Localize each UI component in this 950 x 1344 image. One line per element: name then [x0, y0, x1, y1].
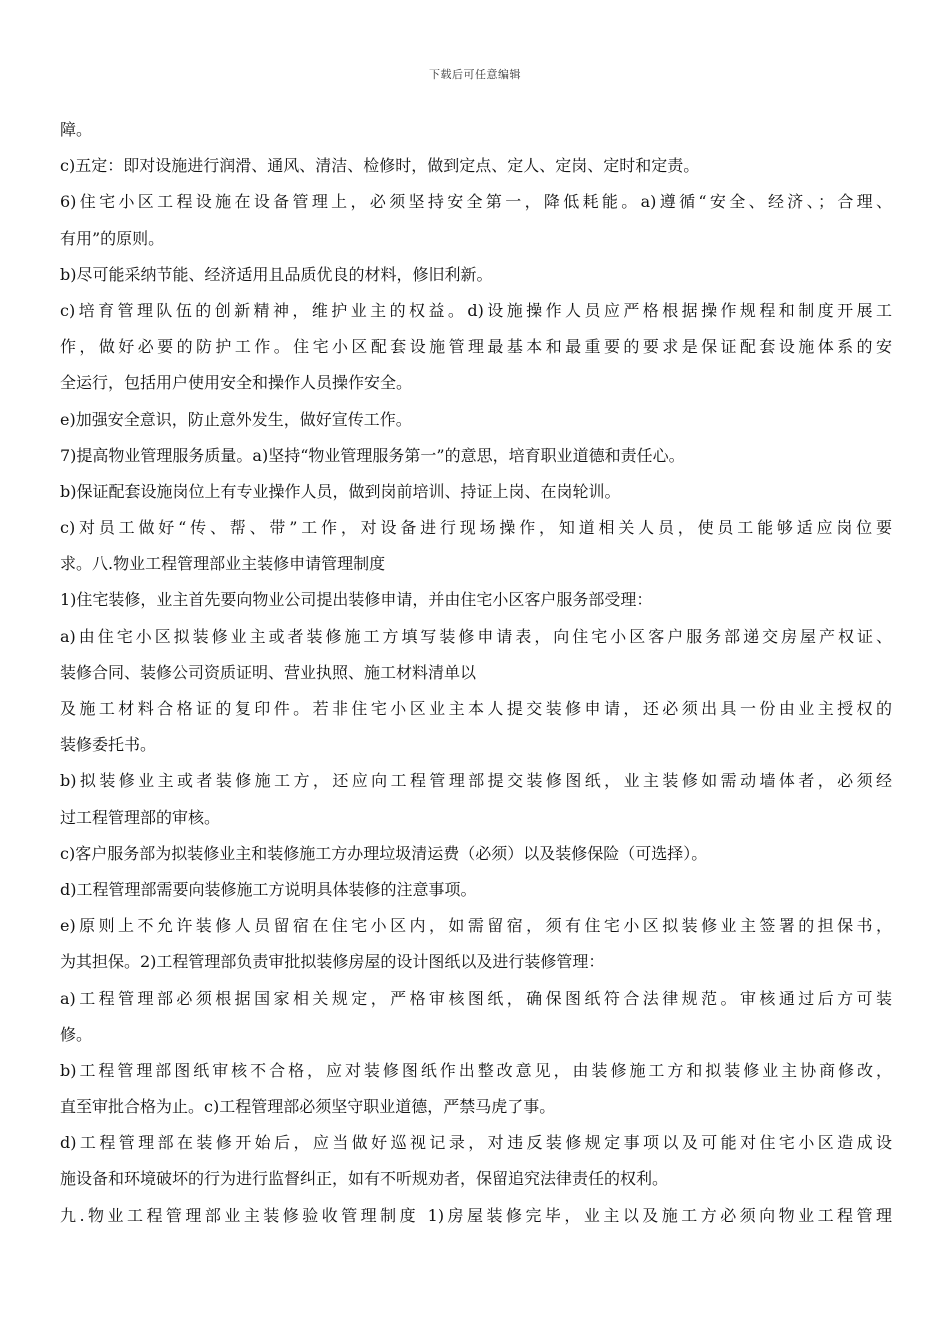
- text-line: 7)提高物业管理服务质量。a)坚持“物业管理服务第一”的意思，培育职业道德和责任心。: [60, 445, 685, 465]
- text-line: 求。八.物业工程管理部业主装修申请管理制度: [60, 554, 386, 574]
- page-header: 下载后可任意编辑: [429, 68, 521, 81]
- text-line: c)培育管理队伍的创新精神，维护业主的权益。d)设施操作人员应严格根据操作规程和制度开展工: [60, 300, 892, 320]
- document-body: [60, 112, 892, 1234]
- text-line: 装修合同、装修公司资质证明、营业执照、施工材料清单以: [60, 662, 477, 682]
- text-line: b)保证配套设施岗位上有专业操作人员，做到岗前培训、持证上岗、在岗轮训。: [60, 481, 621, 501]
- text-line: c)客户服务部为拟装修业主和装修施工方办理垃圾清运费（必须）以及装修保险（可选择）。: [60, 843, 708, 863]
- text-line: b)拟装修业主或者装修施工方，还应向工程管理部提交装修图纸，业主装修如需动墙体者，必须经: [60, 771, 892, 791]
- text-line: 1)住宅装修，业主首先要向物业公司提出装修申请，并由住宅小区客户服务部受理：: [60, 590, 653, 610]
- text-line: 有用”的原则。: [60, 228, 165, 248]
- text-line: 及施工材料合格证的复印件。若非住宅小区业主本人提交装修申请，还必须出具一份由业主授权的: [60, 699, 892, 718]
- text-line: b)工程管理部图纸审核不合格，应对装修图纸作出整改意见，由装修施工方和拟装修业主协商修改，: [60, 1060, 892, 1080]
- text-line: a)由住宅小区拟装修业主或者装修施工方填写装修申请表，向住宅小区客户服务部递交房屋产权证、: [60, 626, 892, 646]
- text-line: 作，做好必要的防护工作。住宅小区配套设施管理最基本和最重要的要求是保证配套设施体系的安: [60, 337, 892, 357]
- text-line: 施设备和环境破坏的行为进行监督纠正，如有不听规劝者，保留追究法律责任的权利。: [60, 1169, 669, 1189]
- text-line: b)尽可能采纳节能、经济适用且品质优良的材料，修旧利新。: [60, 264, 493, 284]
- text-line: 为其担保。2)工程管理部负责审批拟装修房屋的设计图纸以及进行装修管理：: [60, 952, 605, 972]
- text-line: d)工程管理部在装修开始后，应当做好巡视记录，对违反装修规定事项以及可能对住宅小区造成设: [60, 1133, 892, 1153]
- text-line: 直至审批合格为止。c)工程管理部必须坚守职业道德，严禁马虎了事。: [60, 1097, 556, 1117]
- text-line: 修。: [60, 1024, 93, 1044]
- text-line: a)工程管理部必须根据国家相关规定，严格审核图纸，确保图纸符合法律规范。审核通过后方可装: [60, 988, 892, 1008]
- text-line: 全运行，包括用户使用安全和操作人员操作安全。: [60, 373, 413, 393]
- text-line: e)加强安全意识，防止意外发生，做好宣传工作。: [60, 409, 412, 429]
- text-line: e)原则上不允许装修人员留宿在住宅小区内，如需留宿，须有住宅小区拟装修业主签署的担保书，: [60, 916, 892, 936]
- text-line: 装修委托书。: [60, 735, 157, 755]
- text-line: c)对员工做好“传、帮、带”工作，对设备进行现场操作，知道相关人员，使员工能够适应岗位要: [60, 518, 892, 538]
- text-line: 障。: [60, 120, 93, 139]
- text-line: 过工程管理部的审核。: [60, 807, 221, 827]
- text-line: d)工程管理部需要向装修施工方说明具体装修的注意事项。: [60, 879, 477, 899]
- text-line: 6)住宅小区工程设施在设备管理上，必须坚持安全第一，降低耗能。a)遵循“安全、经济、；合理、: [60, 192, 892, 212]
- text-line: 九.物业工程管理部业主装修验收管理制度 1)房屋装修完毕，业主以及施工方必须向物业工程管理: [60, 1205, 892, 1225]
- text-line: c)五定：即对设施进行润滑、通风、清洁、检修时，做到定点、定人、定岗、定时和定责。: [60, 156, 700, 176]
